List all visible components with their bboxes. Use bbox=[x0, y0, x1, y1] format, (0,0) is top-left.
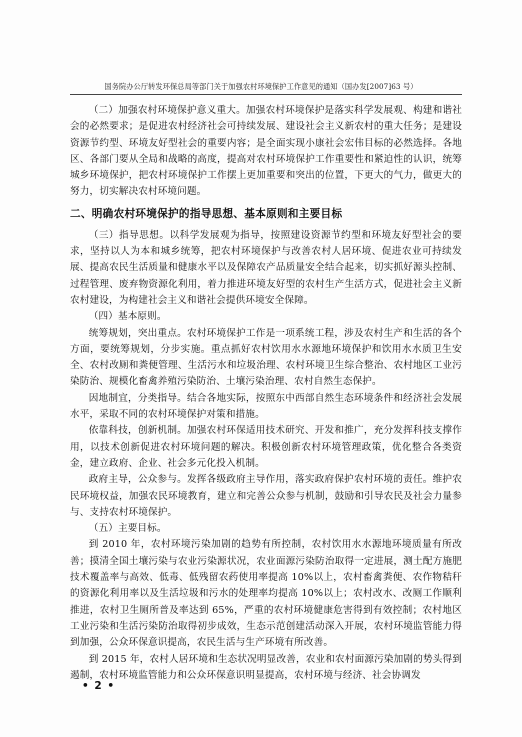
paragraph-overall-planning: 统筹规划，突出重点。农村环境保护工作是一项系统工程，涉及农村生产和生活的各个方面，要统筹规划，分步实施。重点抓好农村饮用水水源地环境保护和饮用水水质卫生安全、农村改厕和粪便管理、生活污水和垃圾治理、农村环境卫生综合整治、农村地区工业污染防治、规模化畜禽养殖污染防治、土壤污染治理、农村自然生态保护。 bbox=[70, 327, 462, 388]
paragraph-main-targets-title: （五）主要目标。 bbox=[88, 523, 167, 535]
section-heading-guiding-principles: 二、明确农村环境保护的指导思想、基本原则和主要目标 bbox=[70, 207, 343, 220]
paragraph-importance: （二）加强农村环境保护意义重大。加强农村环境保护是落实科学发展观、构建和谐社会的必然要求；是促进农村经济社会可持续发展、建设社会主义新农村的重大任务；是建设资源节约型、环境友好型社会的重要内容；是全面实现小康社会宏伟目标的必然选择。各地区、各部门要从全局和战略的高度，提高对农村环境保护工作重要性和紧迫性的认识，统筹城乡环境保护，把农村环境保护工作摆上更加重要和突出的位置，下更大的气力，做更大的努力，切实解决农村环境问题。 bbox=[70, 105, 462, 198]
header-rule bbox=[70, 94, 462, 95]
paragraph-local-conditions: 因地制宜，分类指导。结合各地实际，按照东中西部自然生态环境条件和经济社会发展水平，采取不同的农村环境保护对策和措施。 bbox=[70, 392, 462, 421]
paragraph-targets-2015: 到 2015 年，农村人居环境和生态状况明显改善，农业和农村面源污染加剧的势头得到遏制，农村环境监管能力和公众环保意识明显提高，农村环境与经济、社会协调发 bbox=[70, 653, 462, 681]
page-number: • 2 • bbox=[82, 680, 116, 692]
running-header: 国务院办公厅转发环保总局等部门关于加强农村环境保护工作意见的通知（国办发[2007]63 号） bbox=[104, 82, 418, 91]
paragraph-basic-principles-title: （四）基本原则。 bbox=[88, 311, 167, 323]
paragraph-guiding-ideology: （三）指导思想。以科学发展观为指导，按照建设资源节约型和环境友好型社会的要求，坚持以人为本和城乡统筹，把农村环境保护与改善农村人居环境、促进农业可持续发展、提高农民生活质量和健康水平以及保障农产品质量安全结合起来，切实抓好源头控制、过程管理、废弃物资源化利用，着力推进环境友好型的农村生产生活方式，促进社会主义新农村建设，为构建社会主义和谐社会提供环境安全保障。 bbox=[70, 229, 462, 306]
document-body bbox=[70, 103, 462, 684]
paragraph-government-leadership: 政府主导，公众参与。发挥各级政府主导作用，落实政府保护农村环境的责任。维护农民环境权益，加强农民环境教育，建立和完善公众参与机制，鼓励和引导农民及社会力量参与、支持农村环境保护。 bbox=[70, 474, 462, 518]
paragraph-technology-innovation: 依靠科技，创新机制。加强农村环保适用技术研究、开发和推广，充分发挥科技支撑作用，以技术创新促进农村环境问题的解决。积极创新农村环境管理政策，优化整合各类资金，建立政府、企业、社会多元化投入机制。 bbox=[70, 425, 462, 469]
paragraph-targets-2010: 到 2010 年，农村环境污染加剧的趋势有所控制，农村饮用水水源地环境质量有所改善；摸清全国土壤污染与农业污染源状况，农业面源污染防治取得一定进展，测土配方施肥技术覆盖率与高效、低毒、低残留农药使用率提高 10%以上，农村畜禽粪便、农作物秸秆的资源化利用率以及生活垃圾和污水的处理率均提高 10%以上；农村改水、改厕工作顺利推进，农村卫生厕所普及率达到 65%，严重的农村环境健康危害得到有效控制；农村地区工业污染和生活污染防治取得初步成效，生态示范创建活动深入开展，农村环境监管能力得到加强，公众环保意识提高，农民生活与生产环境有所改善。 bbox=[70, 539, 462, 649]
